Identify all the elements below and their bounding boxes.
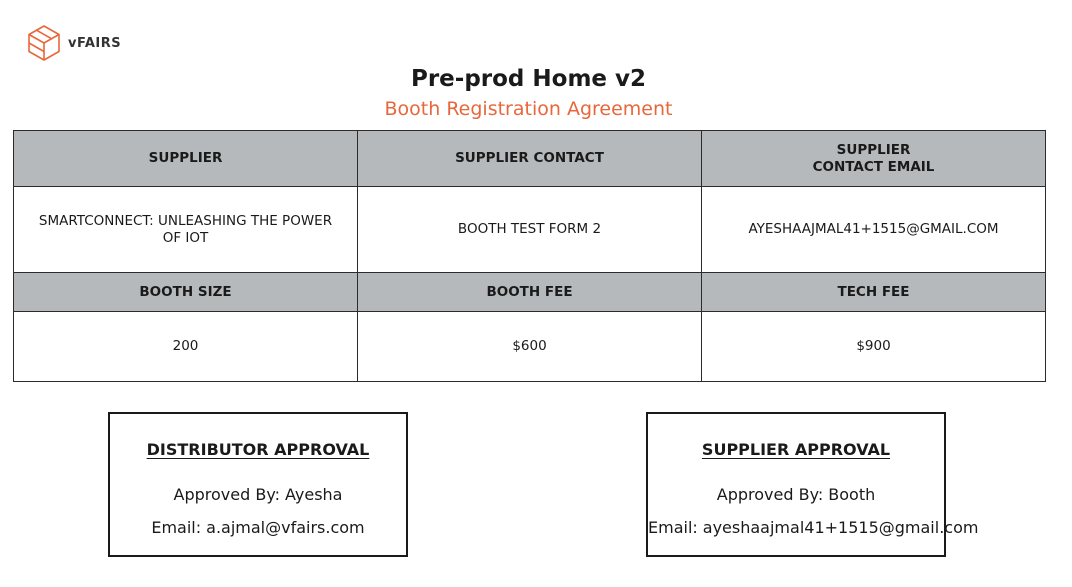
cell-supplier-email: AYESHAAJMAL41+1515@GMAIL.COM: [702, 187, 1046, 273]
booth-details-table: [13, 130, 1046, 382]
cell-booth-fee: $600: [358, 312, 702, 382]
distributor-email: [110, 518, 406, 537]
supplier-approval-box: [646, 412, 979, 557]
cell-supplier-contact: BOOTH TEST FORM 2: [358, 187, 702, 273]
approved-by-label: Approved By:: [716, 485, 824, 504]
header-booth-fee: BOOTH FEE: [358, 273, 702, 312]
email-label: Email:: [151, 518, 202, 537]
cell-booth-size: 200: [14, 312, 358, 382]
email-value: a.ajmal@vfairs.com: [206, 518, 365, 537]
cube-logo-icon: [26, 24, 62, 62]
cell-tech-fee: $900: [702, 312, 1046, 382]
table-header-row: [14, 273, 1046, 312]
approved-by-label: Approved By:: [173, 485, 281, 504]
logo-wordmark: vFAIRS: [68, 35, 122, 51]
supplier-approval-title: SUPPLIER APPROVAL: [701, 440, 891, 459]
header-email-line2: CONTACT EMAIL: [812, 158, 935, 175]
page-title: Pre-prod Home v2: [410, 66, 647, 92]
distributor-approval-box: [108, 412, 408, 557]
distributor-approved-by: [110, 485, 406, 504]
header-supplier-contact-email: [702, 131, 1046, 187]
table-header-row: [14, 131, 1046, 187]
email-value: ayeshaajmal41+1515@gmail.com: [702, 518, 979, 537]
table-row: [14, 187, 1046, 273]
header-email-line1: SUPPLIER: [836, 141, 911, 158]
cell-supplier: SMARTCONNECT: UNLEASHING THE POWER OF IOT: [14, 187, 358, 273]
distributor-approval-title: DISTRIBUTOR APPROVAL: [146, 440, 370, 459]
table-row: [14, 312, 1046, 382]
approved-by-value: Ayesha: [285, 485, 343, 504]
header-tech-fee: TECH FEE: [702, 273, 1046, 312]
page-subtitle: Booth Registration Agreement: [384, 98, 673, 120]
approved-by-value: Booth: [828, 485, 876, 504]
header-supplier: SUPPLIER: [14, 131, 358, 187]
email-label: Email:: [648, 518, 698, 537]
supplier-approved-by: [648, 485, 944, 504]
supplier-email: [648, 518, 979, 537]
header-booth-size: BOOTH SIZE: [14, 273, 358, 312]
header-supplier-contact: SUPPLIER CONTACT: [358, 131, 702, 187]
vfairs-logo: [26, 24, 121, 62]
